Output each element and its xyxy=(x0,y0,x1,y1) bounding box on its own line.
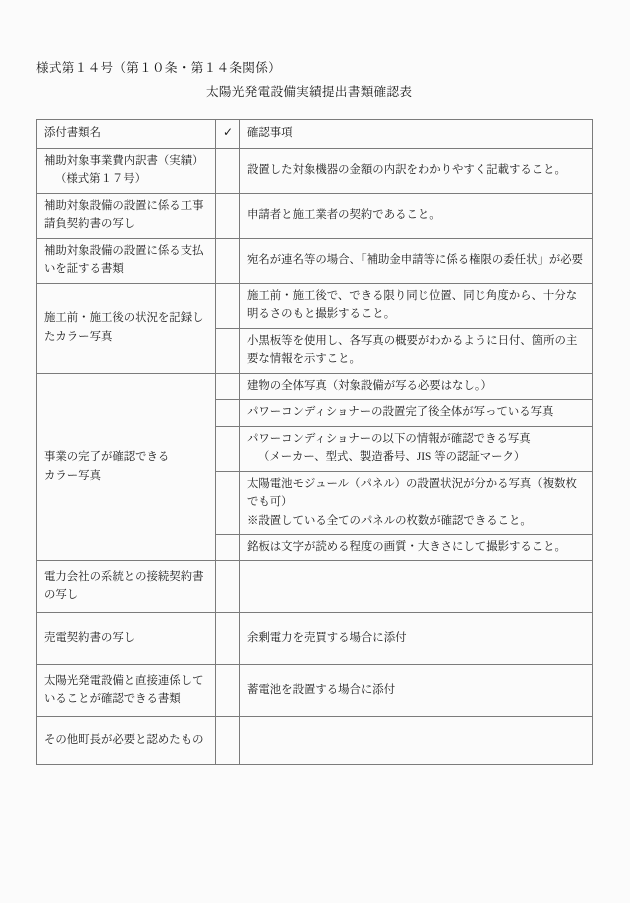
cell-confirmation: パワーコンディショナーの設置完了後全体が写っている写真 xyxy=(240,400,593,426)
checkbox-cell[interactable] xyxy=(216,717,240,765)
doc-name-line-2: カラー写真 xyxy=(44,469,101,482)
checkbox-cell[interactable] xyxy=(216,238,240,283)
cell-confirmation: 建物の全体写真（対象設備が写る必要はなし。） xyxy=(240,373,593,399)
doc-name-line-2: （様式第１７号） xyxy=(55,173,147,186)
checkbox-cell[interactable] xyxy=(216,613,240,665)
cell-document-name xyxy=(37,149,216,194)
checkmark-icon: ✓ xyxy=(223,125,234,140)
table-row xyxy=(37,561,593,613)
table-row xyxy=(37,717,593,765)
doc-name-line-1: 補助対象事業費内訳書（実績） xyxy=(44,155,204,167)
confirmation-line-1: 太陽電池モジュール（パネル）の設置状況が分かる写真（複数枚でも可） xyxy=(247,477,577,509)
cell-confirmation: 蓄電池を設置する場合に添付 xyxy=(240,665,593,717)
cell-confirmation: 銘板は文字が読める程度の画質・大きさにして撮影すること。 xyxy=(240,534,593,560)
title-block xyxy=(36,58,592,102)
cell-document-name: 施工前・施工後の状況を記録したカラー写真 xyxy=(37,283,216,373)
cell-document-name xyxy=(37,373,216,561)
checkbox-cell[interactable] xyxy=(216,193,240,238)
table-row xyxy=(37,238,593,283)
form-number: 様式第１４号（第１０条・第１４条関係） xyxy=(36,61,281,75)
checkbox-cell[interactable] xyxy=(216,283,240,328)
table-header-row xyxy=(37,120,593,149)
cell-confirmation: 宛名が連名等の場合、「補助金申請等に係る権限の委任状」が必要 xyxy=(240,238,593,283)
cell-document-name: 売電契約書の写し xyxy=(37,613,216,665)
confirmation-line-2: （メーカー、型式、製造番号、JIS 等の認証マーク） xyxy=(258,451,526,464)
checkbox-cell[interactable] xyxy=(216,561,240,613)
checkbox-cell[interactable] xyxy=(216,665,240,717)
checklist-table xyxy=(36,119,593,765)
table-row xyxy=(37,283,593,328)
checkbox-cell[interactable] xyxy=(216,328,240,373)
confirmation-line-2: ※設置している全てのパネルの枚数が確認できること。 xyxy=(247,514,532,527)
table-row xyxy=(37,193,593,238)
cell-document-name: その他町長が必要と認めたもの xyxy=(37,717,216,765)
cell-confirmation: 施工前・施工後で、できる限り同じ位置、同じ角度から、十分な明るさのもと撮影すること。 xyxy=(240,283,593,328)
table-row xyxy=(37,613,593,665)
table-row xyxy=(37,149,593,194)
cell-document-name: 電力会社の系統との接続契約書の写し xyxy=(37,561,216,613)
cell-confirmation: 設置した対象機器の金額の内訳をわかりやすく記載すること。 xyxy=(240,149,593,194)
checkbox-cell[interactable] xyxy=(216,373,240,399)
doc-name-line-1: 事業の完了が確認できる xyxy=(44,451,170,464)
confirmation-line-1: パワーコンディショナーの以下の情報が確認できる写真 xyxy=(247,432,531,445)
cell-document-name: 補助対象設備の設置に係る工事請負契約書の写し xyxy=(37,193,216,238)
cell-confirmation: 申請者と施工業者の契約であること。 xyxy=(240,193,593,238)
column-header-check xyxy=(216,120,240,149)
cell-document-name: 太陽光発電設備と直接連係していることが確認できる書類 xyxy=(37,665,216,717)
cell-confirmation xyxy=(240,426,593,471)
page-title: 太陽光発電設備実績提出書類確認表 xyxy=(206,85,413,99)
checkbox-cell[interactable] xyxy=(216,534,240,560)
checkbox-cell[interactable] xyxy=(216,471,240,534)
table-row xyxy=(37,665,593,717)
checkbox-cell[interactable] xyxy=(216,426,240,471)
cell-confirmation: 小黒板等を使用し、各写真の概要がわかるように日付、箇所の主要な情報を示すこと。 xyxy=(240,328,593,373)
cell-confirmation: 余剰電力を売買する場合に添付 xyxy=(240,613,593,665)
column-header-confirmation: 確認事項 xyxy=(240,120,593,149)
cell-confirmation xyxy=(240,471,593,534)
column-header-document-name: 添付書類名 xyxy=(37,120,216,149)
checkbox-cell[interactable] xyxy=(216,149,240,194)
cell-document-name: 補助対象設備の設置に係る支払いを証する書類 xyxy=(37,238,216,283)
cell-confirmation xyxy=(240,561,593,613)
cell-confirmation xyxy=(240,717,593,765)
checkbox-cell[interactable] xyxy=(216,400,240,426)
table-row xyxy=(37,373,593,399)
